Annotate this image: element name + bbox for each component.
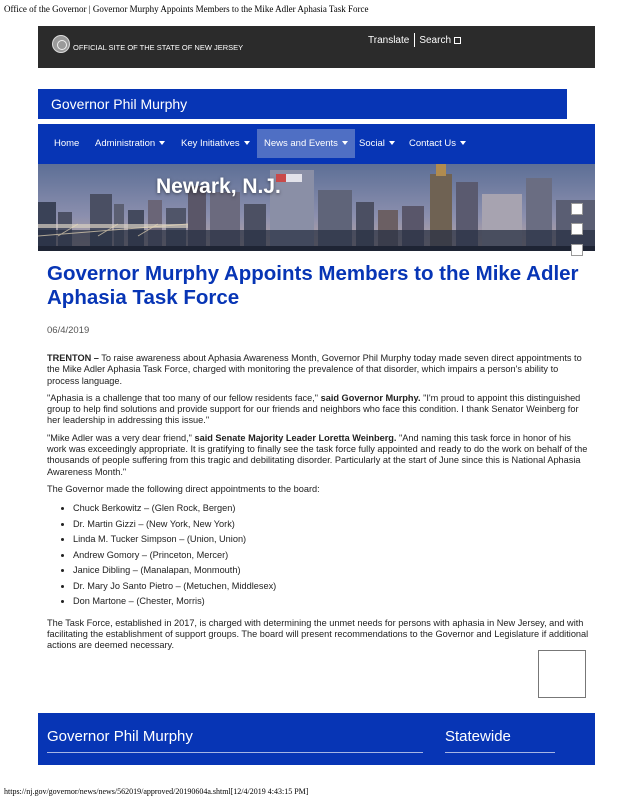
list-item: • Chuck Berkowitz – (Glen Rock, Bergen) (73, 501, 592, 517)
list-item: • Don Martone – (Chester, Morris) (73, 594, 592, 610)
utility-divider (414, 33, 415, 47)
quote-attribution: said Governor Murphy. (320, 392, 421, 403)
article-headline: Governor Murphy Appoints Members to the Mike Adler Aphasia Task Force (47, 262, 579, 309)
nav-item-label: News and Events (264, 138, 338, 149)
chevron-down-icon (389, 141, 395, 145)
utility-links (368, 33, 461, 47)
footer-heading-statewide: Statewide (445, 728, 511, 745)
top-bar (38, 26, 595, 68)
chevron-down-icon (244, 141, 250, 145)
footer-heading-governor: Governor Phil Murphy (47, 728, 193, 745)
list-item: • Andrew Gomory – (Princeton, Mercer) (73, 548, 592, 564)
article-paragraph (47, 393, 592, 427)
placeholder-box (538, 650, 586, 698)
nav-item-label: Administration (95, 138, 156, 149)
governor-banner (38, 89, 567, 119)
hero-title: Newark, N.J. (156, 175, 281, 198)
article-paragraph: The Governor made the following direct appointments to the board: (47, 483, 320, 494)
nav-item-news-and-events[interactable] (257, 129, 355, 158)
article-body (47, 353, 592, 658)
list-item: • Dr. Mary Jo Santo Pietro – (Metuchen, Middlesex) (73, 579, 592, 595)
chevron-down-icon (342, 141, 348, 145)
nav-item-label: Social (359, 138, 385, 149)
list-item: • Dr. Martin Gizzi – (New York, New York) (73, 517, 592, 533)
print-footer: https://nj.gov/governor/news/news/562019/approved/20190604a.shtml[12/4/2019 4:43:15 PM] (4, 787, 309, 796)
nav-item-label: Contact Us (409, 138, 456, 149)
site-title[interactable]: Governor Phil Murphy (51, 96, 188, 112)
quote-text: "I'm proud to appoint this distinguished group to help find solutions and provide support for our friends and neighbors who face this condition. I thank Senator Weinberg for her leadership in addressing this issue." (47, 392, 581, 426)
article-paragraph: The Task Force, established in 2017, is charged with determining the unmet needs for persons with aphasia in New Jersey, and with facilitating the establishment of support groups. The board will present recommendations to the Governor and Legislature if additional actions are deemed necessary. (47, 617, 589, 651)
hero-banner (38, 164, 595, 251)
chevron-down-icon (460, 141, 466, 145)
quote-attribution: said Senate Majority Leader Loretta Weinberg. (194, 432, 397, 443)
nav-item-contact-us[interactable] (402, 129, 473, 158)
search-link[interactable]: Search (419, 34, 452, 46)
appointee-list (73, 501, 592, 610)
main-nav (38, 124, 595, 164)
newark-skyline-image (38, 164, 595, 251)
list-item: • Janice Dibling – (Manalapan, Monmouth) (73, 563, 592, 579)
quote-text: "And naming this task force in honor of his work was exceedingly appropriate. It is gratifying to finally see the task force fully appointed and ready to do the work on behalf of the thousands of people suffering from this tragic and debilitating disorder. Particularly at the start of June since this is National Aphasia Awareness Month." (47, 432, 588, 477)
official-site-label[interactable]: OFFICIAL SITE OF THE STATE OF NEW JERSEY (73, 43, 244, 52)
search-icon[interactable] (454, 37, 461, 44)
paragraph-text: To raise awareness about Aphasia Awareness Month, Governor Phil Murphy today made seven direct appointments to the Mike Adler Aphasia Task Force, charged with monitoring the prevalence of that disorder, which impairs a person's ability to process language. (47, 353, 582, 386)
list-item: • Linda M. Tucker Simpson – (Union, Union) (73, 532, 592, 548)
nav-item-label: Key Initiatives (181, 138, 240, 149)
dateline: TRENTON – (47, 353, 99, 363)
nav-item-social[interactable] (352, 129, 402, 158)
translate-link[interactable]: Translate (368, 34, 410, 46)
article-paragraph (47, 353, 592, 387)
quote-text: "Mike Adler was a very dear friend," (47, 432, 195, 443)
print-header: Office of the Governor | Governor Murphy Appoints Members to the Mike Adler Aphasia Task Force (4, 4, 369, 14)
share-email-icon[interactable] (571, 244, 583, 256)
footer-divider (445, 752, 555, 753)
article-date: 06/4/2019 (47, 325, 90, 336)
nav-item-administration[interactable] (88, 129, 172, 158)
article-paragraph (47, 433, 592, 478)
footer-divider (47, 752, 423, 753)
share-twitter-icon[interactable] (571, 223, 583, 235)
nav-item-label: Home (54, 138, 80, 149)
share-facebook-icon[interactable] (571, 203, 583, 215)
site-footer (38, 713, 595, 765)
quote-text: "Aphasia is a challenge that too many of our fellow residents face," (47, 392, 321, 403)
chevron-down-icon (159, 141, 165, 145)
nav-item-key-initiatives[interactable] (174, 129, 257, 158)
nav-item-home[interactable] (47, 129, 86, 158)
